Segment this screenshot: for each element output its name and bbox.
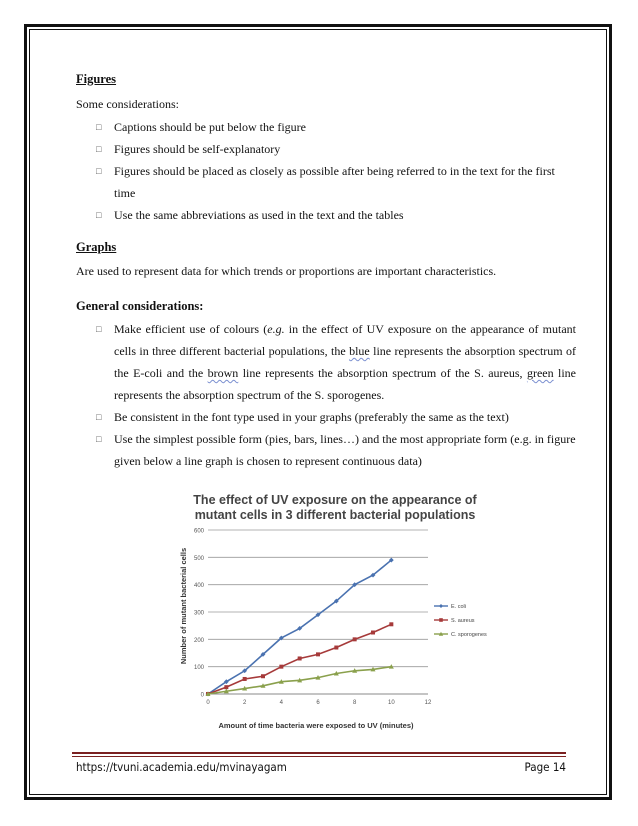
- footer-url: https://tvuni.academia.edu/mvinayagam: [76, 760, 287, 774]
- page-footer: [76, 760, 566, 774]
- document-body: [76, 72, 576, 472]
- legend-marker: [439, 618, 443, 622]
- list-item-text: [114, 318, 576, 406]
- x-tick-label: 10: [387, 700, 395, 706]
- y-tick-label: 300: [193, 610, 204, 617]
- data-point: [389, 622, 393, 626]
- data-point: [261, 674, 265, 678]
- data-point: [334, 646, 338, 650]
- data-point: [298, 656, 302, 660]
- data-point: [353, 637, 357, 641]
- bullet-icon: □: [96, 324, 102, 334]
- x-tick-label: 6: [316, 700, 320, 706]
- y-tick-label: 100: [193, 665, 204, 672]
- graphs-intro: Are used to represent data for which trends or proportions are important characteristics.: [76, 264, 497, 278]
- text-run-blue: blue: [349, 344, 370, 358]
- y-axis-label: Number of mutant bacterial cells: [179, 547, 188, 665]
- line-chart: [178, 488, 488, 732]
- text-run: line represents the absorption spectrum of the S. sporogenes.: [114, 366, 577, 402]
- list-item: [96, 406, 576, 428]
- list-item-text: Use the simplest possible form (pies, bars, lines…) and the most appropriate form (e.g. in figure given below a line graph is chosen to represent continuous data): [114, 432, 576, 468]
- bullet-icon: □: [96, 166, 102, 176]
- list-item-text: Be consistent in the font type used in your graphs (preferably the same as the text): [114, 410, 509, 424]
- list-item: [96, 428, 576, 472]
- x-tick-label: 2: [242, 700, 247, 706]
- bullet-icon: □: [96, 122, 102, 132]
- x-tick-label: 4: [279, 700, 284, 706]
- y-tick-label: 0: [200, 692, 204, 699]
- bullet-icon: □: [96, 210, 102, 220]
- chart-title-line2: mutant cells in 3 different bacterial populations: [194, 508, 476, 522]
- text-run-green: green: [526, 366, 554, 380]
- y-tick-label: 500: [193, 555, 204, 562]
- y-tick-label: 400: [193, 583, 204, 590]
- chart-title-line1: The effect of UV exposure on the appearance of: [193, 493, 477, 507]
- legend-label: S. aureus: [451, 618, 475, 625]
- data-point: [279, 665, 283, 669]
- list-item: [96, 116, 576, 138]
- bullet-icon: □: [96, 144, 102, 154]
- legend-label: C. sporogenes: [451, 632, 487, 639]
- text-run: line represents the absorption spectrum of the E-coli and the: [114, 344, 576, 380]
- legend-label: E. coli: [451, 604, 466, 611]
- footer-rule: [72, 752, 566, 754]
- y-tick-label: 600: [193, 528, 204, 535]
- x-tick-label: 12: [424, 700, 432, 706]
- x-axis-label: Amount of time bacteria were exposed to UV (minutes): [218, 721, 414, 730]
- bullet-icon: □: [96, 434, 102, 444]
- list-item: [96, 138, 576, 160]
- x-tick-label: 8: [352, 700, 357, 706]
- text-run-italic: e.g.: [267, 322, 285, 336]
- data-point: [243, 677, 247, 681]
- list-item: [96, 318, 576, 406]
- chart-figure: [178, 488, 488, 732]
- y-tick-label: 200: [193, 637, 204, 644]
- text-run-brown: brown: [207, 366, 239, 380]
- figures-intro: Some considerations:: [76, 97, 179, 111]
- text-run: in the effect of UV exposure on the appearance of mutant cells in three different bacterial populations, the: [114, 322, 576, 358]
- x-tick-label: 0: [206, 700, 210, 706]
- text-run: Make efficient use of colours (: [114, 322, 268, 336]
- bullet-icon: □: [96, 412, 102, 422]
- list-item-text: Use the same abbreviations as used in the text and the tables: [114, 208, 404, 222]
- page-number: Page 14: [524, 760, 566, 774]
- data-point: [224, 685, 228, 689]
- list-item: [96, 160, 576, 204]
- data-point: [316, 652, 320, 656]
- list-item-text: Figures should be placed as closely as possible after being referred to in the text for the first time: [114, 164, 555, 200]
- footer-rule-thin: [72, 756, 566, 757]
- data-point: [371, 631, 375, 635]
- list-item-text: Figures should be self-explanatory: [114, 142, 281, 156]
- general-heading: General considerations:: [76, 299, 204, 313]
- list-item: [96, 204, 576, 226]
- list-item-text: Captions should be put below the figure: [114, 120, 306, 134]
- text-run: line represents the absorption spectrum of the S. aureus,: [238, 366, 527, 380]
- graphs-heading: Graphs: [76, 240, 117, 254]
- legend-marker: [439, 604, 443, 608]
- figures-heading: Figures: [76, 72, 117, 86]
